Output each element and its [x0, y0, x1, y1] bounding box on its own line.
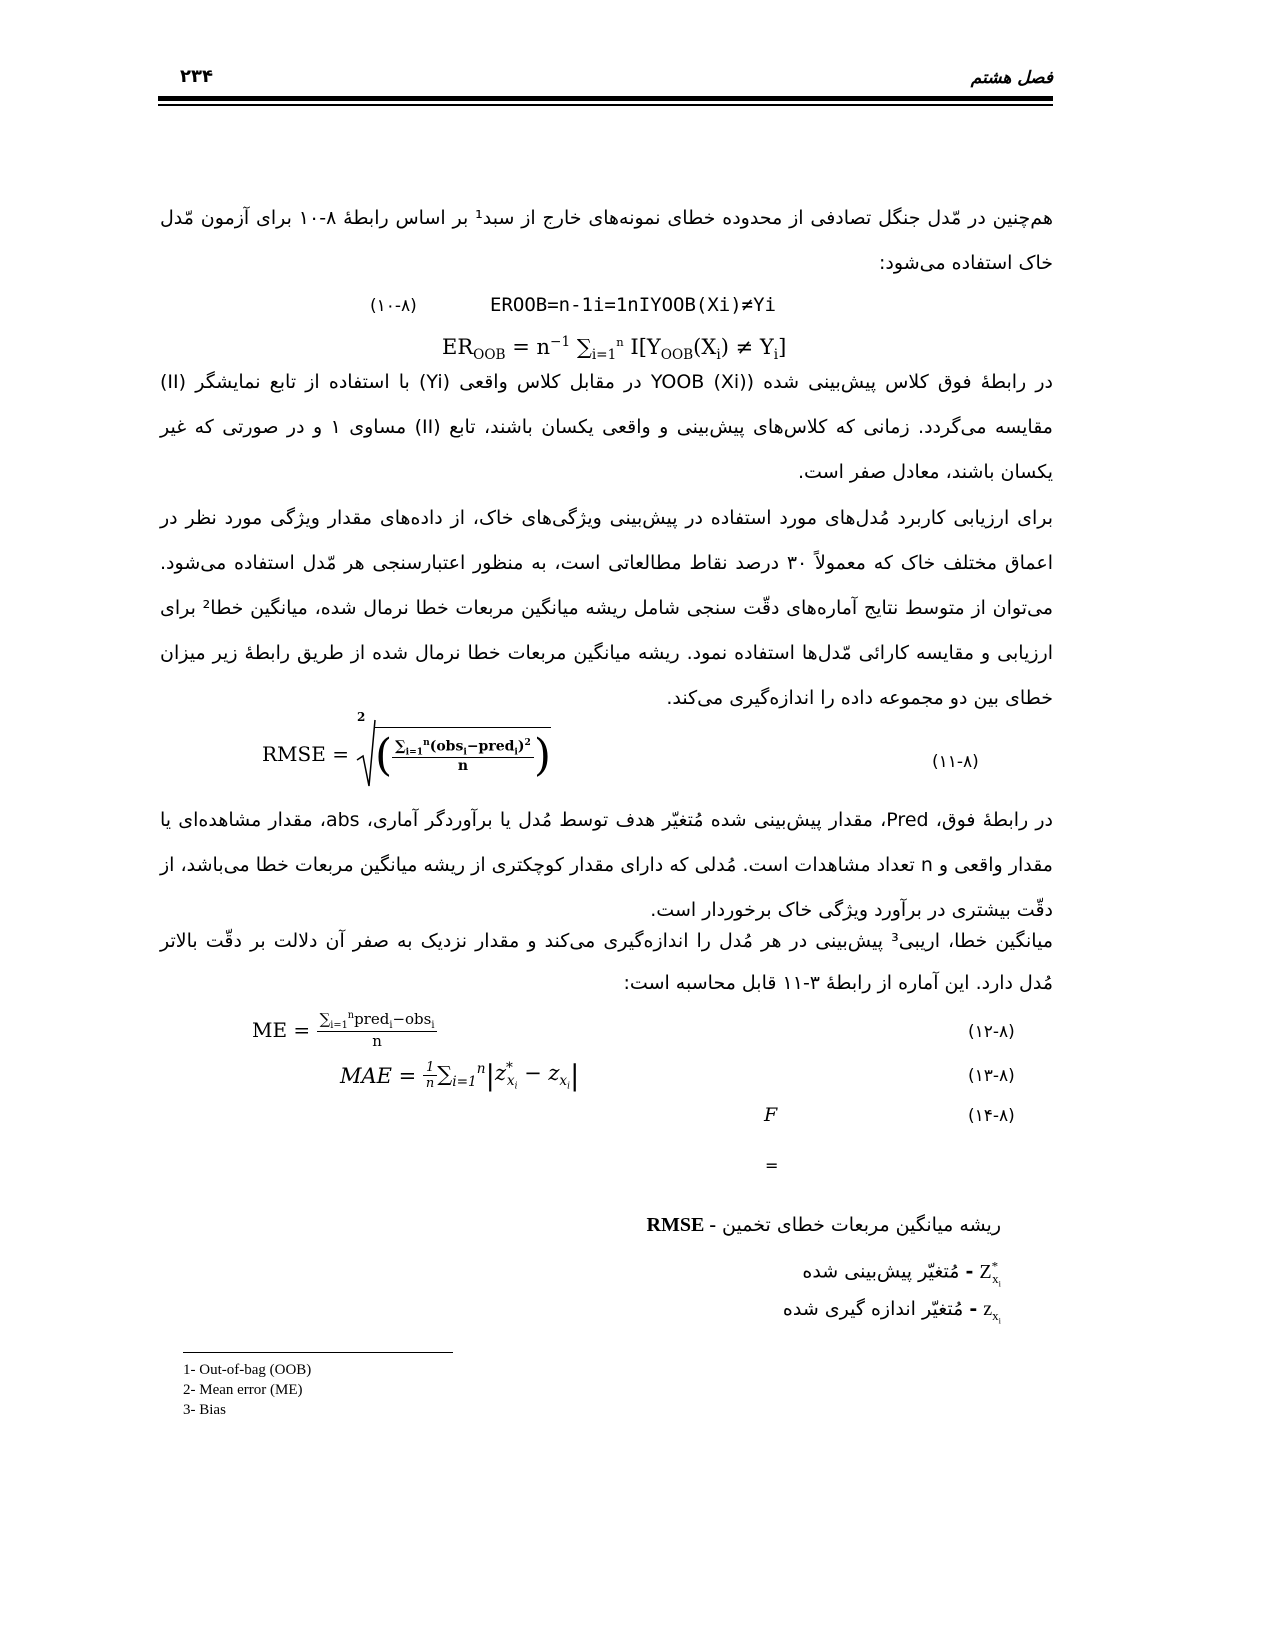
paragraph-2: در رابطۀ فوق کلاس پیش‌بینی شده ((YOOB (Xi در مقابل کلاس واقعی (Yi) با استفاده از تابع نمایشگر (II) مقایسه می‌گردد. زمانی که کلاس‌های پیش‌بینی و واقعی یکسان باشند، تابع (II) مساوی ۱ و در صورتی که غیر یکسان باشند، معادل صفر است. — [160, 371, 1053, 483]
definition-z-observed-text: مُتغیّر اندازه گیری شده — [782, 1298, 964, 1320]
radical-sign — [355, 718, 377, 790]
paragraph-1: هم‌چنین در مّدل جنگل تصادفی از محدوده خطای نمونه‌های خارج از سبد¹ بر اساس رابطۀ ۸-۱۰ برای آزمون مّدل خاک استفاده می‌شود: — [160, 207, 1053, 274]
equation-12-8-me: ME = $\frac{\sum_{i=1}^npred_i-obs_i}{n}$ — [252, 1010, 437, 1050]
definition-z-predicted-text: مُتغیّر پیش‌بینی شده — [802, 1260, 960, 1283]
paragraph-5: میانگین خطا، اریبی³ پیش‌بینی در هر مُدل را اندازه‌گیری می‌کند و مقدار نزدیک به صفر آن دلالت بر دقّت بالاتر مُدل دارد. این آماره از رابطۀ ۳-۱۱ قابل محاسبه است: — [160, 930, 1053, 994]
definition-z-observed: $z_{x_i}$ - مُتغیّر اندازه گیری شده — [782, 1298, 1001, 1326]
equation-number-11-8: (۱۱-۸) — [932, 752, 979, 772]
paragraph-4: در رابطۀ فوق، Pred، مقدار پیش‌بینی شده مُتغیّر هدف توسط مُدل یا برآوردگر آماری، abs، مقدار مشاهده‌ای یا مقدار واقعی و n تعداد مشاهدات است. مُدلی که دارای مقدار کوچکتری از ریشه میانگین مربعات خطا می‌باشد، از دقّت بیشتری در برآورد ویژگی خاک برخوردار است. — [160, 809, 1053, 921]
definition-z-predicted: $Z^*_{x_i}$ - مُتغیّر پیش‌بینی شده — [802, 1258, 1001, 1289]
header-rule-thin — [158, 104, 1053, 106]
equation-13-8-mae: MAE = $\frac{1}{n}$ $\sum_{i=1}^n$ | $z^*_{x_i} - z_{x_i}$ | — [340, 1058, 580, 1092]
chapter-title: فصل هشتم — [970, 68, 1053, 88]
equation-number-13-8: (۱۳-۸) — [968, 1066, 1015, 1086]
equation-11-8-rmse: RMSE = 2 ( $\frac{\sum_{i=1}^n(obs_i-pred_i)^2}{n}$ ) — [262, 718, 551, 790]
footnote-2: 2- Mean error (ME) — [183, 1382, 303, 1398]
equation-number-10-8: (۱۰-۸) — [370, 296, 417, 316]
page-number: ۲۳۴ — [180, 66, 213, 87]
definition-rmse: RMSE - ریشه میانگین مربعات خطای تخمین — [646, 1214, 1001, 1236]
footnote-rule — [183, 1352, 453, 1353]
equation-10-8: $ER_{OOB} = n^{-1}$ $\sum_{i=1}^n$ $I[Y_{OOB}(X_i) \ne Y_i]$ — [442, 334, 787, 364]
header-rule-thick — [158, 96, 1053, 101]
equation-14-8-equals: = — [765, 1156, 779, 1175]
footnote-3: 3- Bias — [183, 1402, 226, 1418]
equation-number-14-8: (۱۴-۸) — [968, 1106, 1015, 1126]
equation-10-8-garbled: EROOB=n-1i=1nIYOOB(Xi)≠Yi — [490, 294, 776, 316]
equation-number-12-8: (۱۲-۸) — [968, 1022, 1015, 1042]
equation-14-8-stub: F — [764, 1104, 778, 1126]
definition-rmse-text: ریشه میانگین مربعات خطای تخمین — [722, 1214, 1001, 1236]
footnote-1: 1- Out-of-bag (OOB) — [183, 1362, 312, 1378]
paragraph-3: برای ارزیابی کاربرد مُدل‌های مورد استفاده در پیش‌بینی ویژگی‌های خاک، از داده‌های مقدار ویژگی مورد نظر در اعماق مختلف خاک که معمولاً ۳۰ درصد نقاط مطالعاتی است، به منظور اعتبارسنجی هر مّدل استفاده می‌شود. می‌توان از متوسط نتایج آماره‌های دقّت سنجی شامل ریشه میانگین مربعات خطا نرمال شده، میانگین خطا² برای ارزیابی و مقایسه کارائی مّدل‌ها استفاده نمود. ریشه میانگین مربعات خطا نرمال شده از طریق رابطۀ زیر میزان خطای بین دو مجموعه داده را اندازه‌گیری می‌کند. — [160, 507, 1054, 709]
